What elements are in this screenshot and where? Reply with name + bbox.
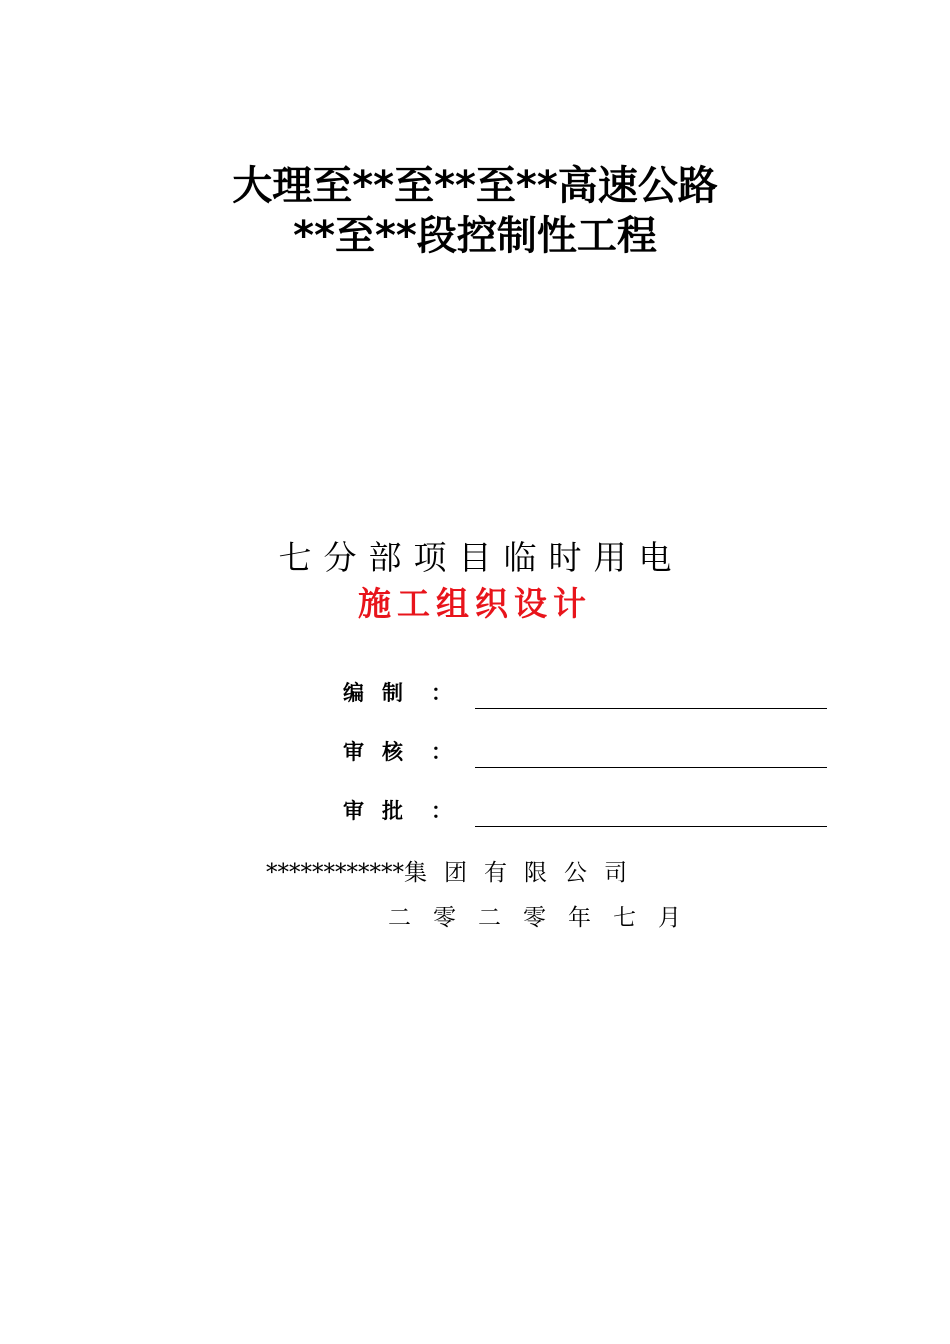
signature-label: 审批 <box>343 799 421 823</box>
subtitle-line-2: 施工组织设计 <box>358 584 592 623</box>
signature-blank-line <box>475 767 827 768</box>
company-mask: ************ <box>266 860 404 886</box>
subtitle-line-1: 七分部项目临时用电 <box>278 538 684 577</box>
signature-row-approver <box>343 796 827 830</box>
signature-row-compiler <box>343 678 827 712</box>
main-title-line-2: **至**段控制性工程 <box>293 213 657 259</box>
signature-row-reviewer <box>343 737 827 771</box>
signature-blank-line <box>475 708 827 709</box>
signature-blank-line <box>475 826 827 827</box>
company-name-text: 集团有限公司 <box>404 860 644 886</box>
document-date: 二零二零年七月 <box>388 905 703 931</box>
company-name <box>266 858 644 888</box>
signature-colon: ： <box>431 681 452 705</box>
signature-label: 审核 <box>343 740 421 764</box>
signature-label: 编制 <box>343 681 421 705</box>
main-title-line-1: 大理至**至**至**高速公路 <box>232 163 718 209</box>
signature-colon: ： <box>431 799 452 823</box>
signature-colon: ： <box>431 740 452 764</box>
